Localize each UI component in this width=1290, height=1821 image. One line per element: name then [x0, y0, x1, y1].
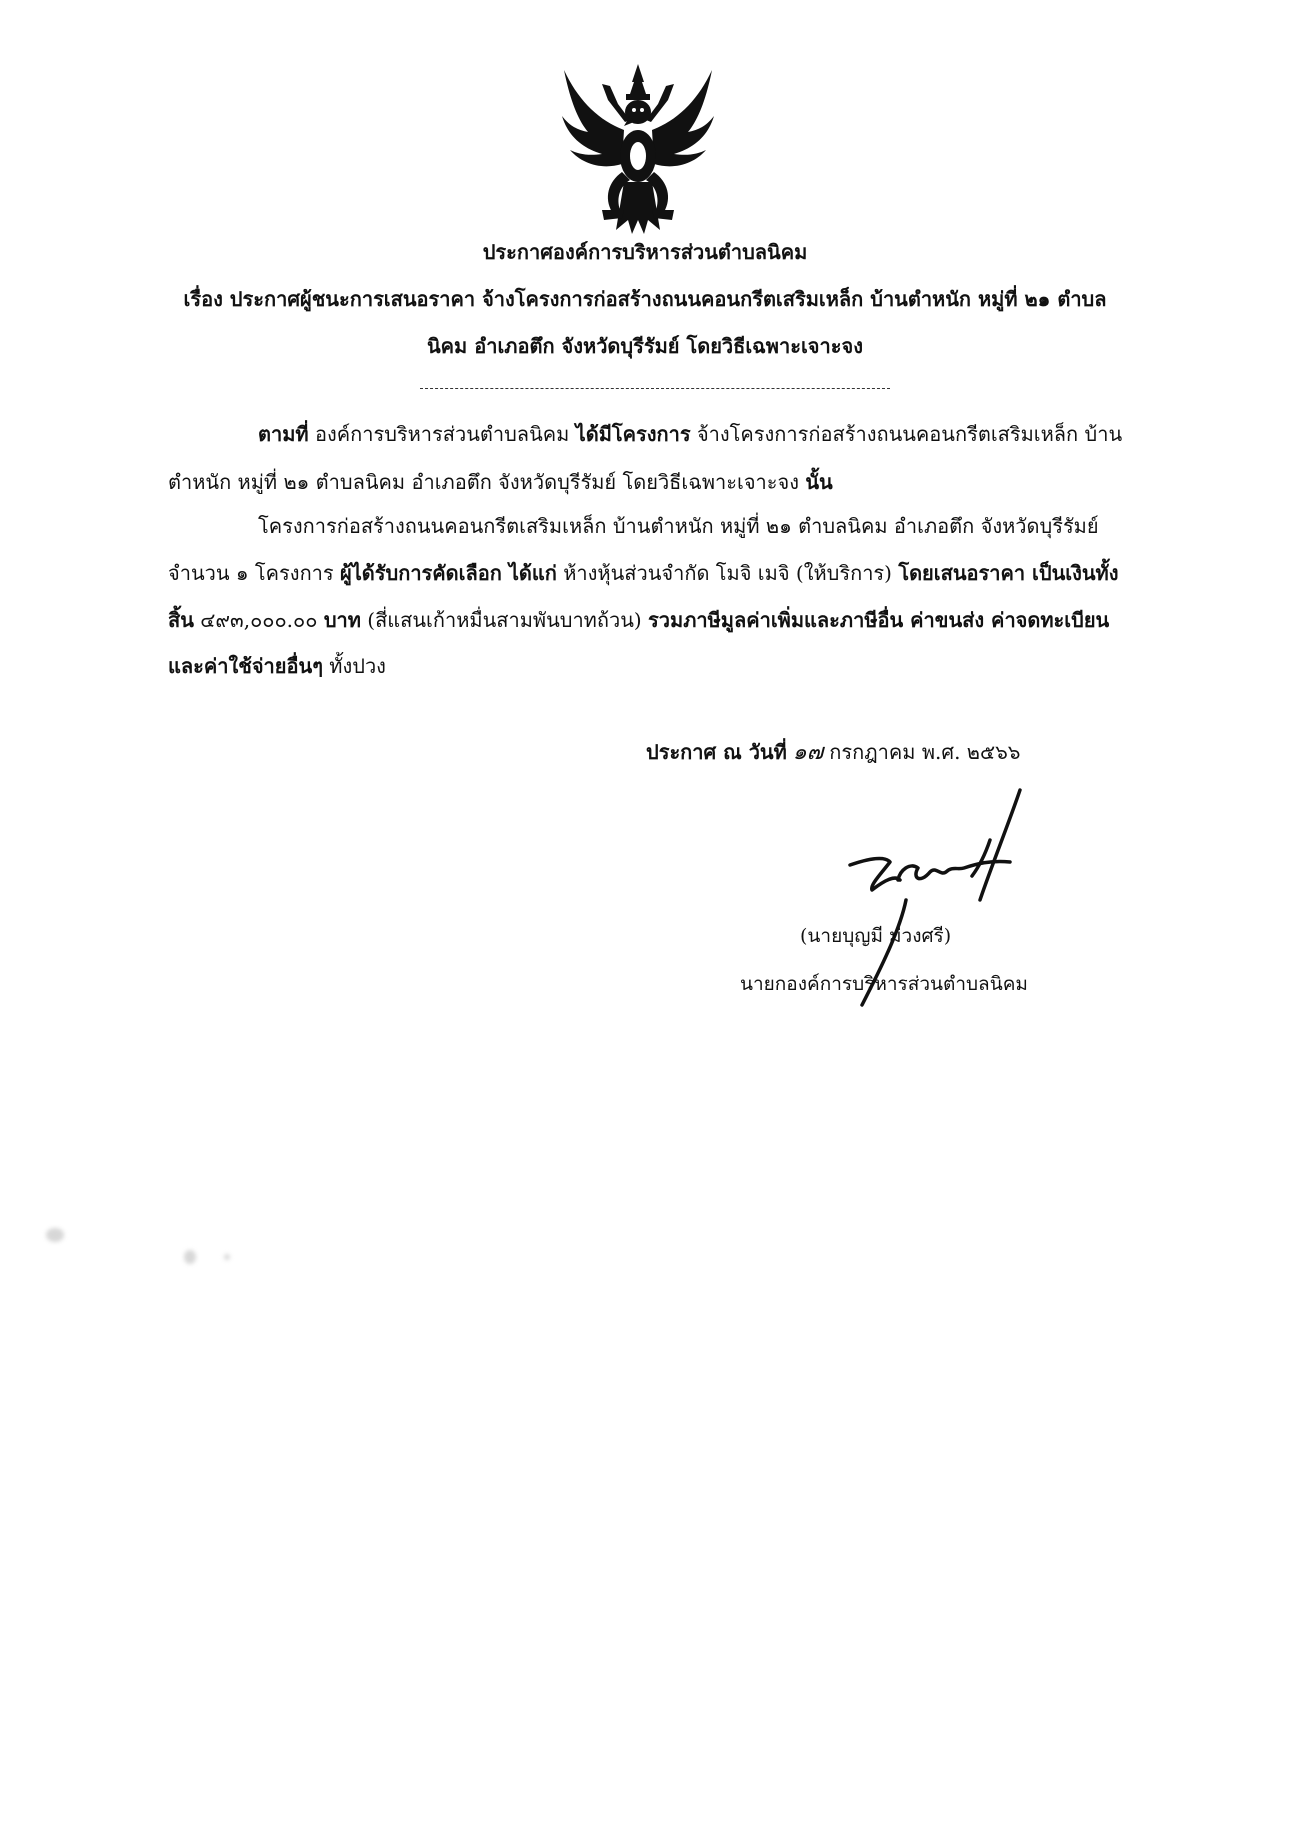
text-segment: จำนวน ๑ โครงการ	[168, 561, 341, 585]
text-segment: จ้างโครงการก่อสร้างถนนคอนกรีตเสริมเหล็ก บ้าน	[690, 422, 1123, 446]
date-prefix: ประกาศ ณ วันที่	[646, 740, 787, 764]
scan-smudge	[184, 1250, 196, 1264]
paragraph-2-line-3	[168, 606, 1109, 634]
text-segment: ห้างหุ้นส่วนจำกัด โมจิ เมจิ (ให้บริการ)	[556, 561, 899, 585]
document-title: ประกาศองค์การบริหารส่วนตำบลนิคม	[482, 240, 808, 264]
document-subject: เรื่อง ประกาศผู้ชนะการเสนอราคา จ้างโครงการก่อสร้างถนนคอนกรีตเสริมเหล็ก บ้านตำหนัก หมู่ที่ ๒๑ ตำบล	[183, 287, 1107, 311]
scan-smudge	[224, 1254, 230, 1260]
divider-line	[420, 388, 890, 389]
paragraph-2-line-2	[168, 559, 1118, 587]
text-segment: สิ้น	[168, 608, 194, 632]
signer-name: (นายบุญมี ม่วงศรี)	[800, 925, 952, 947]
date-day-handwritten: ๑๗	[792, 740, 824, 765]
text-segment: โดยเสนอราคา เป็นเงินทั้ง	[898, 561, 1119, 585]
text-segment: ได้มีโครงการ	[575, 422, 691, 446]
text-segment: นั้น	[805, 470, 833, 494]
paragraph-1-line-1	[258, 420, 1122, 448]
text-segment: บาท	[323, 608, 361, 632]
paragraph-1-line-2	[168, 468, 833, 496]
text-segment: องค์การบริหารส่วนตำบลนิคม	[308, 422, 576, 446]
text-segment: ตามที่	[258, 422, 309, 446]
paragraph-2-line-4	[168, 652, 386, 680]
document-subject-continued: นิคม อำเภอตึก จังหวัดบุรีรัมย์ โดยวิธีเฉพาะเจาะจง	[427, 334, 863, 358]
date-month-year: กรกฎาคม พ.ศ. ๒๕๖๖	[829, 740, 1021, 764]
text-segment: รวมภาษีมูลค่าเพิ่มและภาษีอื่น ค่าขนส่ง ค่าจดทะเบียน	[648, 608, 1110, 632]
announcement-date	[646, 738, 1021, 767]
signer-title: นายกองค์การบริหารส่วนตำบลนิคม	[740, 973, 1028, 995]
paragraph-2-line-1: โครงการก่อสร้างถนนคอนกรีตเสริมเหล็ก บ้านตำหนัก หมู่ที่ ๒๑ ตำบลนิคม อำเภอตึก จังหวัดบุรีรัมย์	[258, 514, 1099, 538]
text-segment: ทั้งปวง	[322, 654, 386, 678]
scan-smudge	[46, 1228, 64, 1242]
text-segment: ตำหนัก หมู่ที่ ๒๑ ตำบลนิคม อำเภอตึก จังหวัดบุรีรัมย์ โดยวิธีเฉพาะเจาะจง	[168, 470, 806, 494]
garuda-emblem-icon	[558, 60, 718, 236]
text-segment: ผู้ได้รับการคัดเลือก ได้แก่	[340, 561, 557, 585]
text-segment: และค่าใช้จ่ายอื่นๆ	[168, 654, 323, 678]
text-segment: (สี่แสนเก้าหมื่นสามพันบาทถ้วน)	[360, 608, 649, 632]
text-segment: ๔๙๓,๐๐๐.๐๐	[193, 608, 324, 632]
